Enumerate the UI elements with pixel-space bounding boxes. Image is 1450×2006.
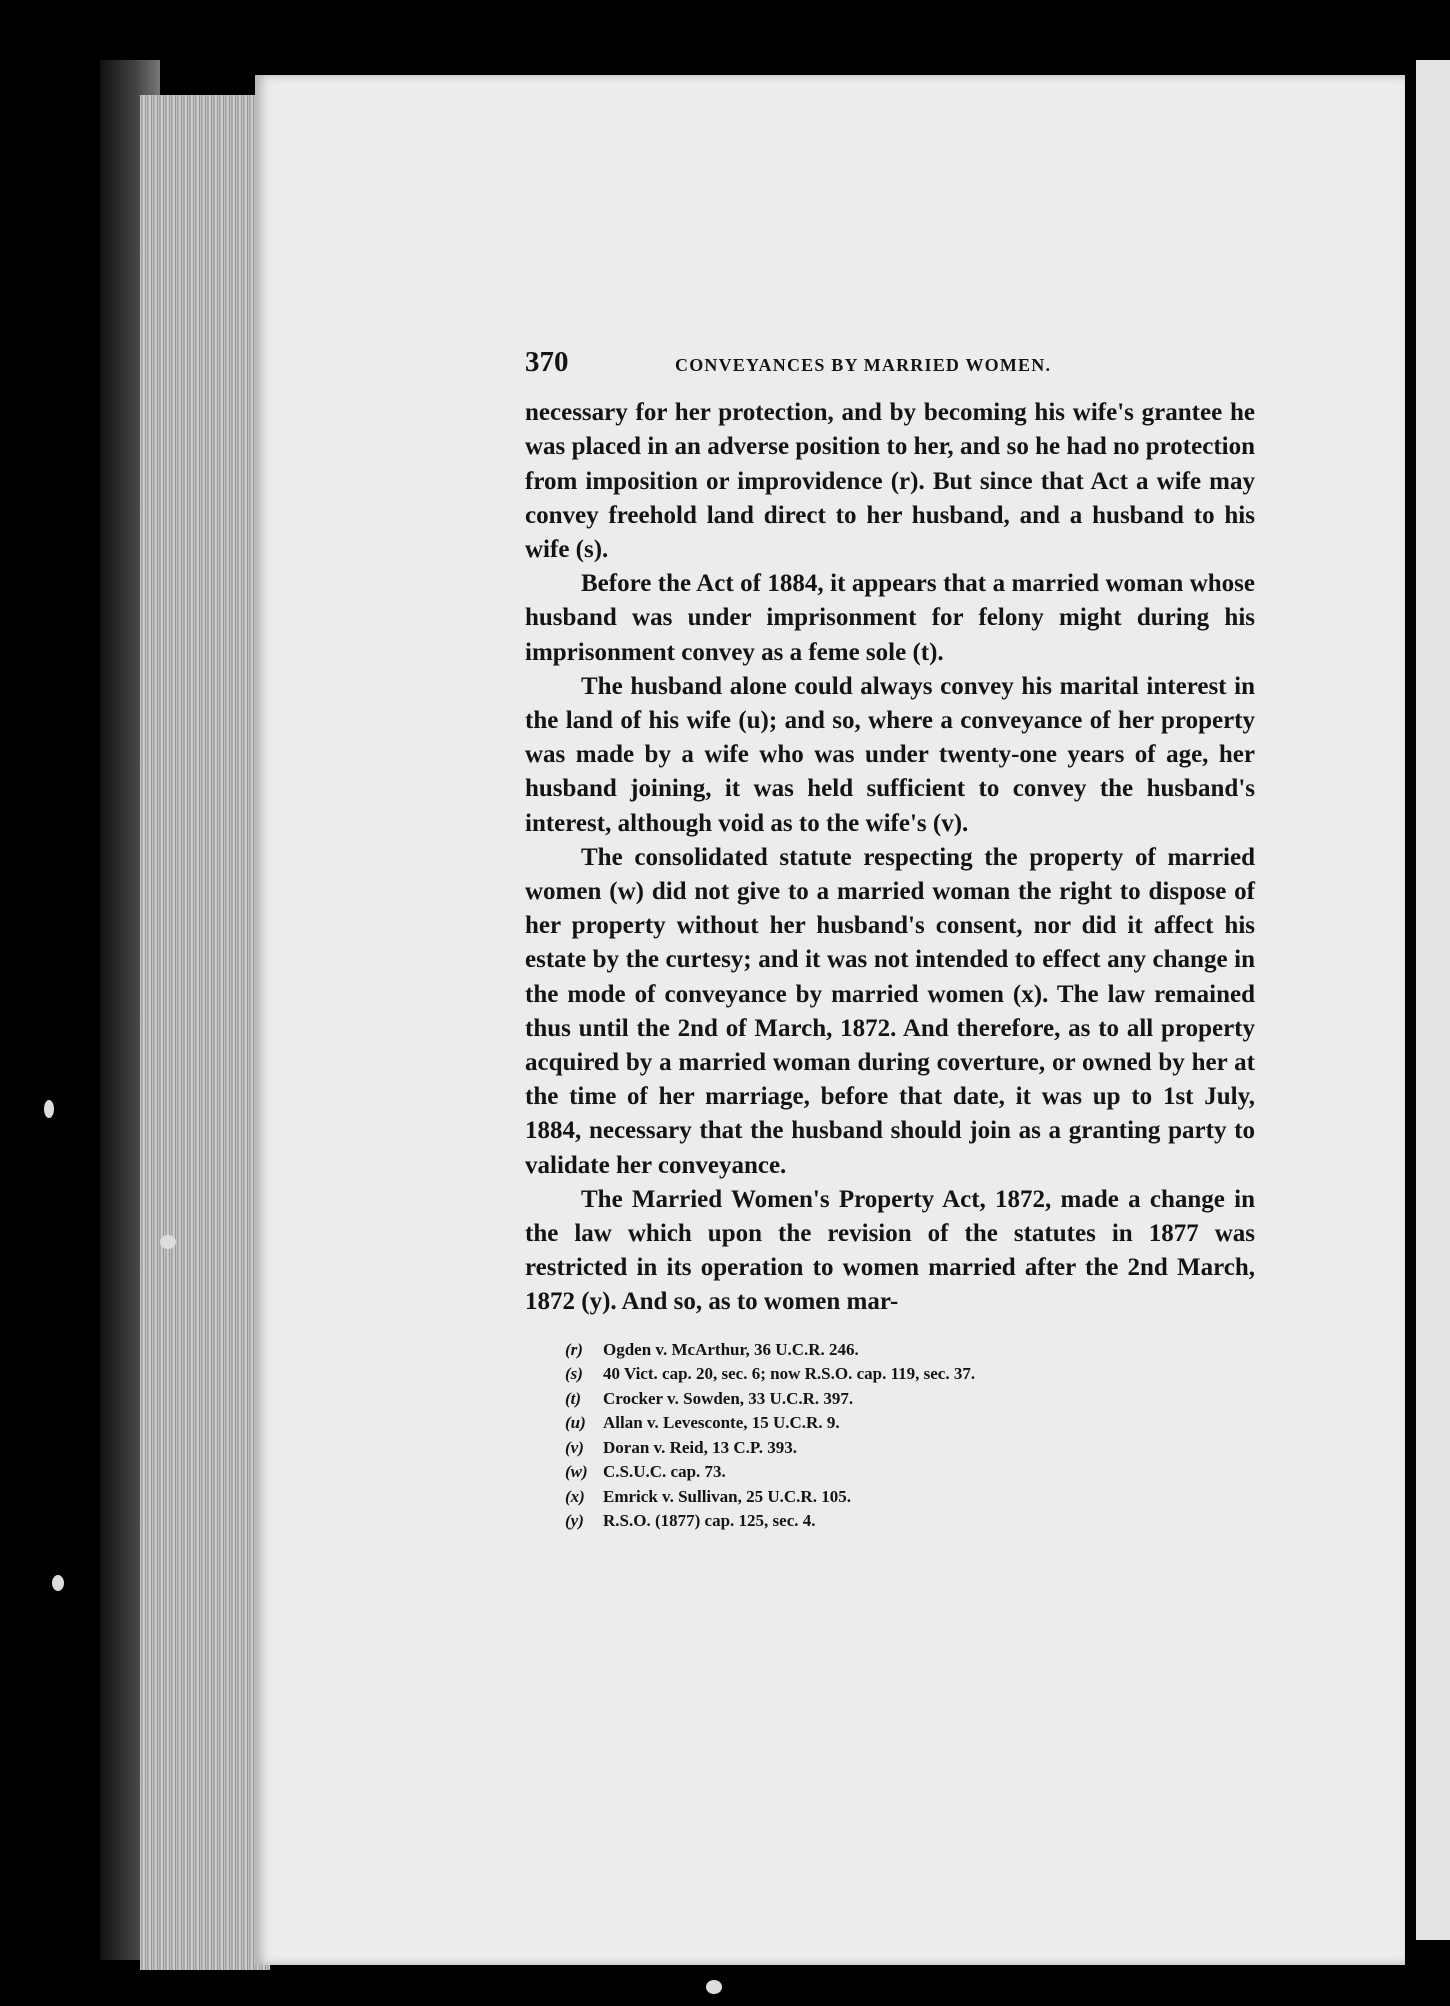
footnote	[565, 1436, 1255, 1461]
scan-speck	[706, 1980, 722, 1994]
footnote-text: R.S.O. (1877) cap. 125, sec. 4.	[603, 1511, 816, 1531]
footnote	[565, 1460, 1255, 1485]
footnote	[565, 1362, 1255, 1387]
footnote-mark: (x)	[565, 1486, 585, 1506]
footnote-text: C.S.U.C. cap. 73.	[603, 1462, 726, 1482]
running-head	[525, 345, 1255, 382]
footnote	[565, 1387, 1255, 1412]
footnote-text: Ogden v. McArthur, 36 U.C.R. 246.	[603, 1339, 859, 1359]
footnote-mark: (w)	[565, 1462, 588, 1482]
page-number: 370	[525, 346, 569, 378]
footnote-mark: (s)	[565, 1364, 583, 1384]
footnote-text: Crocker v. Sowden, 33 U.C.R. 397.	[603, 1388, 854, 1408]
footnote-text: 40 Vict. cap. 20, sec. 6; now R.S.O. cap. 119, sec. 37.	[603, 1364, 976, 1384]
footnote	[565, 1509, 1255, 1534]
scan-speck	[52, 1575, 64, 1591]
footnote-mark: (u)	[565, 1413, 586, 1433]
facing-page-edge	[1416, 60, 1450, 1940]
footnote	[565, 1411, 1255, 1436]
paragraph-1: necessary for her protection, and by becoming his wife's grantee he was placed in an adverse position to her, and so he had no protection from imposition or improvidence (r). But since that Act a wife may convey freehold land direct to her husband, and a husband to his wife (s).	[525, 399, 1255, 564]
footnote-text: Allan v. Levesconte, 15 U.C.R. 9.	[603, 1413, 840, 1433]
footnote	[565, 1485, 1255, 1510]
footnote-mark: (v)	[565, 1437, 584, 1457]
footnote-text: Emrick v. Sullivan, 25 U.C.R. 105.	[603, 1486, 851, 1506]
footnote	[565, 1338, 1255, 1363]
page-edges	[140, 95, 270, 1970]
footnote-mark: (r)	[565, 1339, 583, 1359]
scan-speck	[160, 1235, 176, 1249]
paragraph-5: The Married Women's Property Act, 1872, made a change in the law which upon the revision of the statutes in 1877 was restricted in its operation to women married after the 2nd March, 1872 (y). And so, as to women mar-	[525, 1185, 1255, 1316]
footnote-text: Doran v. Reid, 13 C.P. 393.	[603, 1437, 797, 1457]
running-title: CONVEYANCES BY MARRIED WOMEN.	[675, 355, 1052, 375]
paragraph-2: Before the Act of 1884, it appears that a married woman whose husband was under imprisonment for felony might during his imprisonment convey as a feme sole (t).	[525, 570, 1255, 666]
footnote-mark: (t)	[565, 1388, 582, 1408]
page-text	[525, 345, 1255, 1534]
footnotes	[565, 1338, 1255, 1534]
paragraph-4: The consolidated statute respecting the property of married women (w) did not give to a married woman the right to dispose of her property without her husband's consent, nor did it affect his estate by the curtesy; and it was not intended to effect any change in the mode of conveyance by married women (x). The law remained thus until the 2nd of March, 1872. And therefore, as to all property acquired by a married woman during coverture, or owned by her at the time of her marriage, before that date, it was up to 1st July, 1884, necessary that the husband should join as a granting party to validate her conveyance.	[525, 843, 1255, 1179]
paragraph-3: The husband alone could always convey his marital interest in the land of his wife (u); and so, where a conveyance of her property was made by a wife who was under twenty-one years of age, her husband joining, it was held sufficient to convey the husband's interest, although void as to the wife's (v).	[525, 672, 1255, 837]
scan-speck	[44, 1100, 54, 1118]
footnote-mark: (y)	[565, 1511, 584, 1531]
